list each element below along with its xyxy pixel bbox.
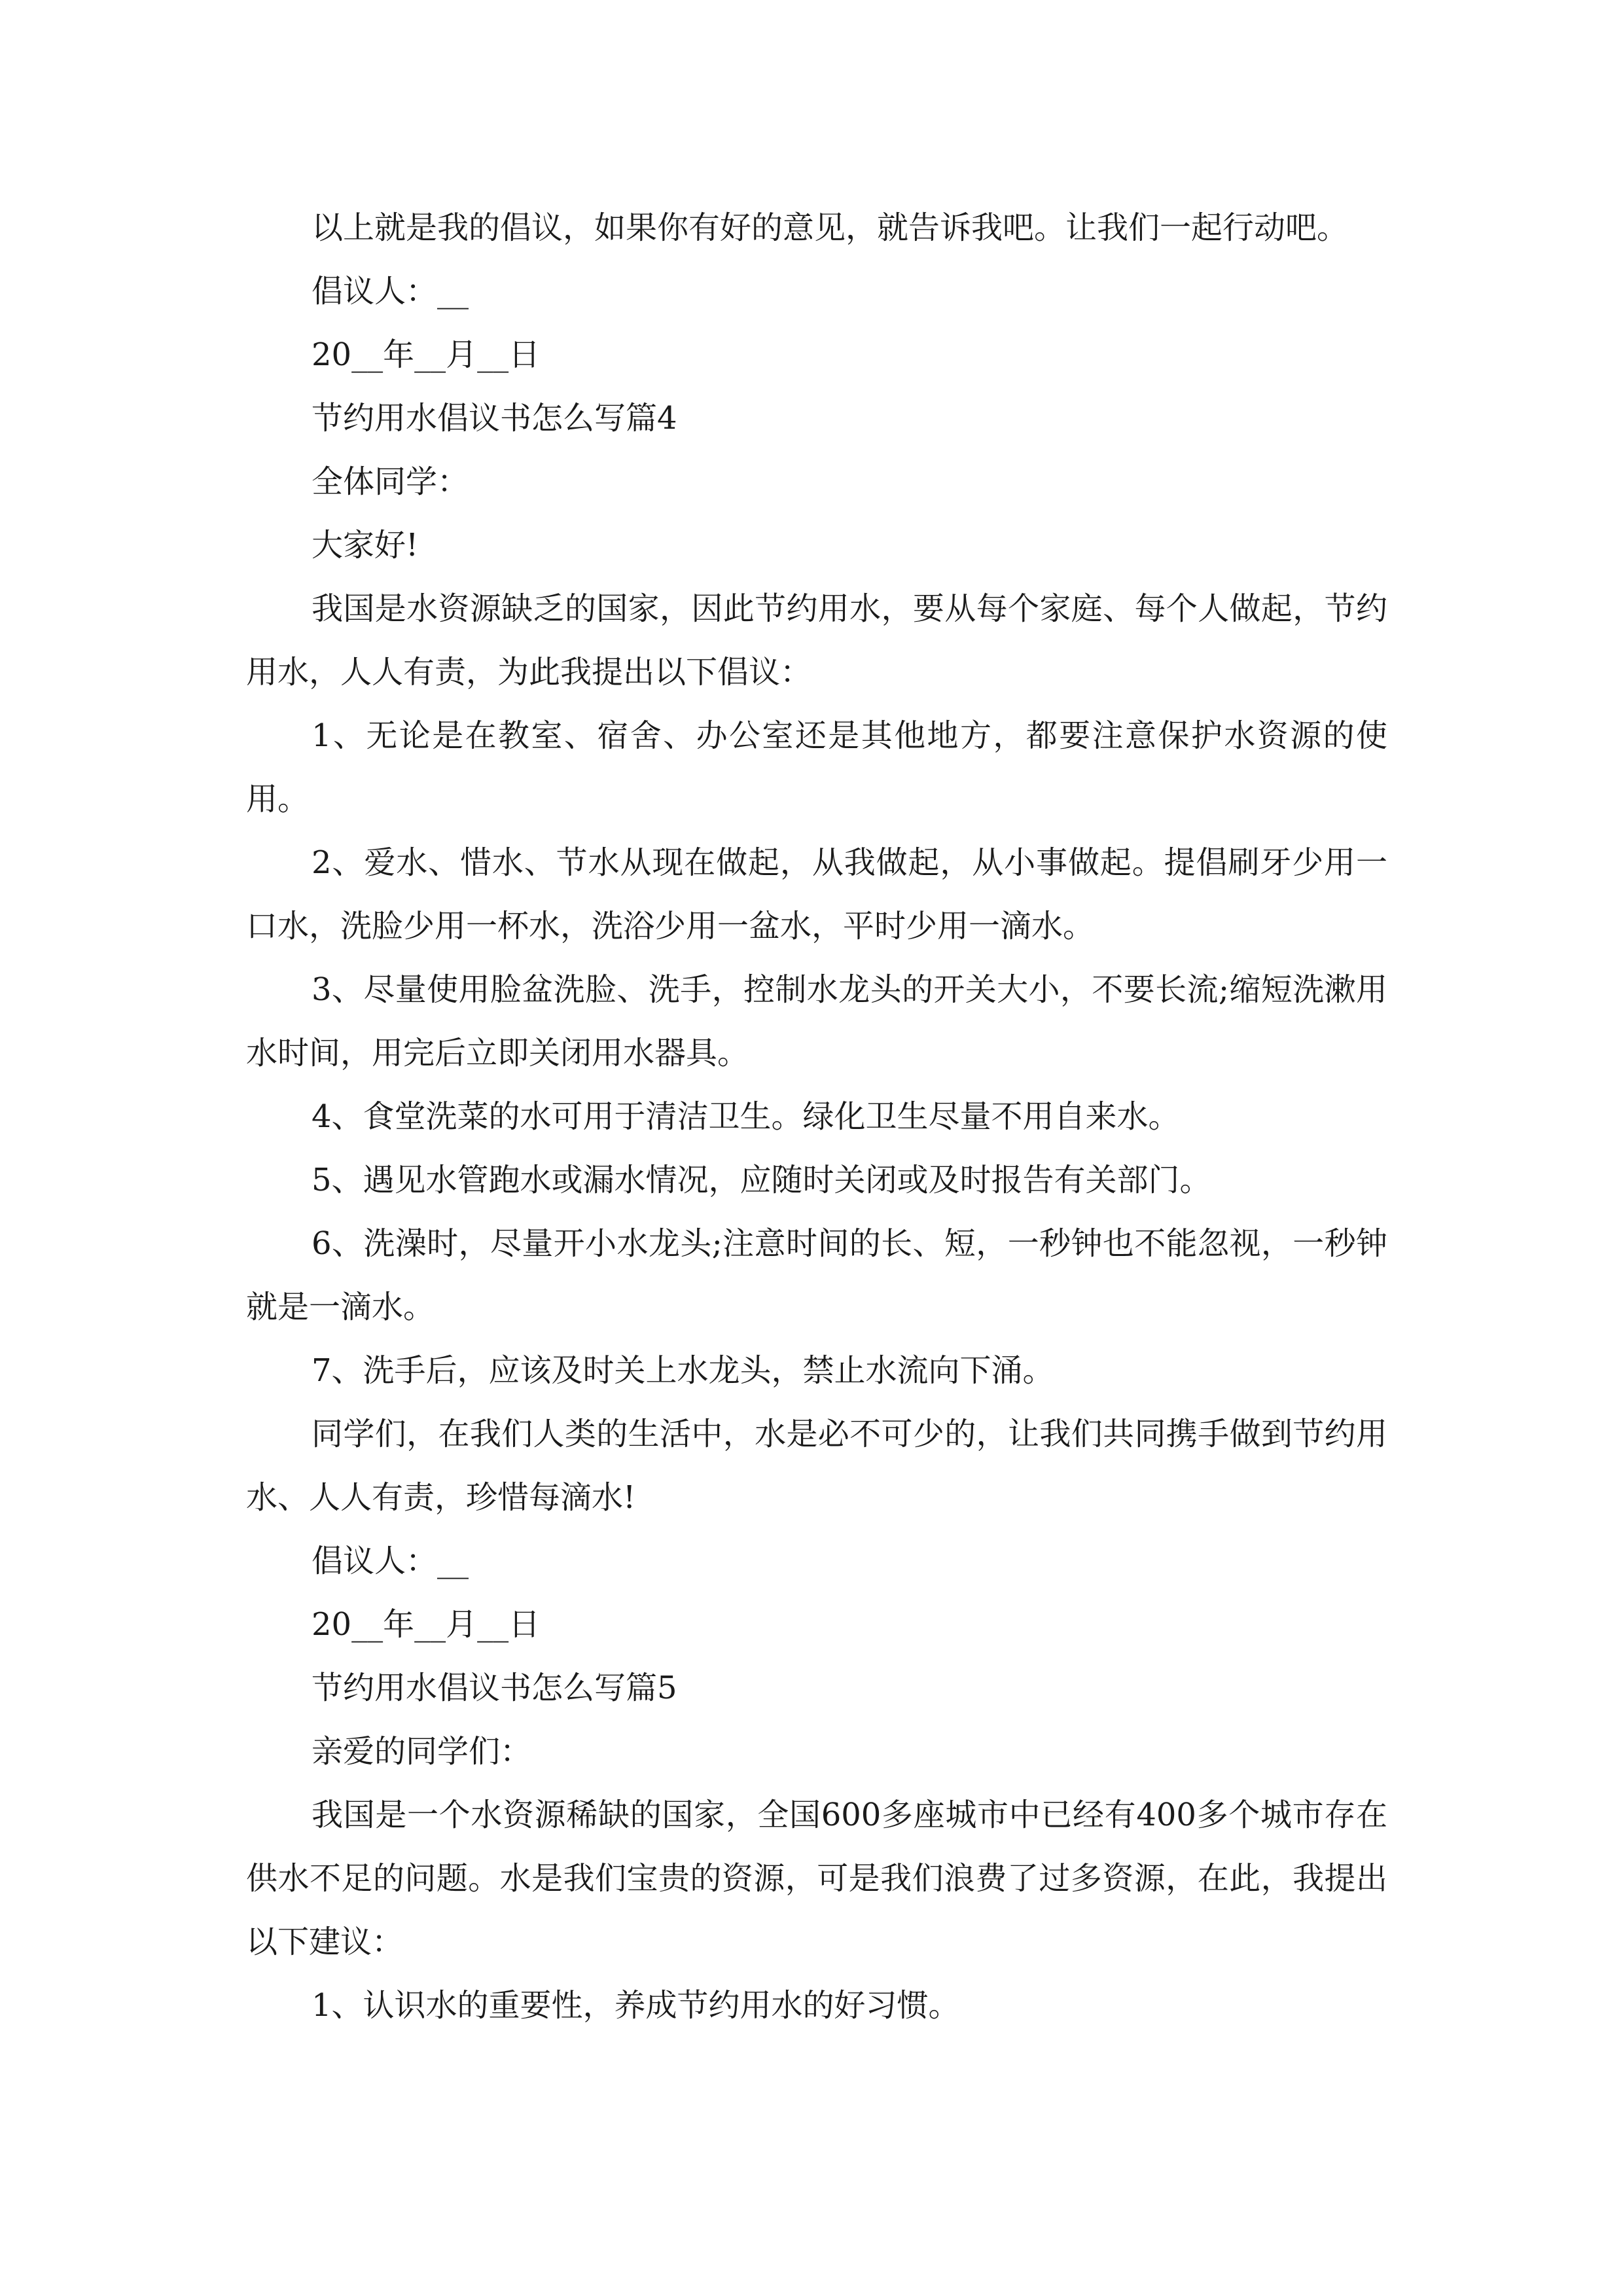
closing-paragraph-4: 同学们，在我们人类的生活中，水是必不可少的，让我们共同携手做到节约用水、人人有责，珍惜每滴水!: [246, 1416, 1387, 1516]
proposal-item-6: 6、洗澡时，尽量开小水龙头;注意时间的长、短，一秒钟也不能忽视，一秒钟就是一滴水。: [246, 1225, 1387, 1325]
signer-line-4: 倡议人：__: [312, 1543, 469, 1579]
proposal-item-3: 3、尽量使用脸盆洗脸、洗手，控制水龙头的开关大小，不要长流;缩短洗漱用水时间，用完后立即关闭用水器具。: [246, 971, 1387, 1071]
section-heading-4: 节约用水倡议书怎么写篇4: [312, 400, 677, 437]
proposal-item-4: 4、食堂洗菜的水可用于清洁卫生。绿化卫生尽量不用自来水。: [312, 1098, 1180, 1135]
section-heading-5: 节约用水倡议书怎么写篇5: [312, 1670, 677, 1706]
proposal-item-1: 1、无论是在教室、宿舍、办公室还是其他地方，都要注意保护水资源的使用。: [246, 717, 1387, 817]
date-line-4: 20__年__月__日: [312, 1606, 541, 1643]
proposal-item-2: 2、爱水、惜水、节水从现在做起，从我做起，从小事做起。提倡刷牙少用一口水，洗脸少用一杯水，洗浴少用一盆水，平时少用一滴水。: [246, 844, 1387, 944]
closing-paragraph: 以上就是我的倡议，如果你有好的意见，就告诉我吧。让我们一起行动吧。: [312, 209, 1349, 246]
salutation-5: 亲爱的同学们：: [312, 1733, 532, 1770]
proposal-item-7: 7、洗手后，应该及时关上水龙头，禁止水流向下涌。: [312, 1352, 1054, 1389]
suggestion-item-1: 1、认识水的重要性，养成节约用水的好习惯。: [312, 1987, 960, 2024]
greeting: 大家好!: [312, 527, 419, 564]
signer-line: 倡议人：__: [312, 273, 469, 310]
salutation: 全体同学：: [312, 463, 469, 500]
intro-paragraph: 我国是水资源缺乏的国家，因此节约用水，要从每个家庭、每个人做起，节约用水，人人有责，为此我提出以下倡议：: [246, 590, 1387, 691]
date-line: 20__年__月__日: [312, 336, 541, 373]
intro-paragraph-5: 我国是一个水资源稀缺的国家，全国600多座城市中已经有400多个城市存在供水不足的问题。水是我们宝贵的资源，可是我们浪费了过多资源，在此，我提出以下建议：: [246, 1797, 1387, 1960]
proposal-item-5: 5、遇见水管跑水或漏水情况，应随时关闭或及时报告有关部门。: [312, 1162, 1211, 1198]
document-body: [246, 196, 1387, 2037]
